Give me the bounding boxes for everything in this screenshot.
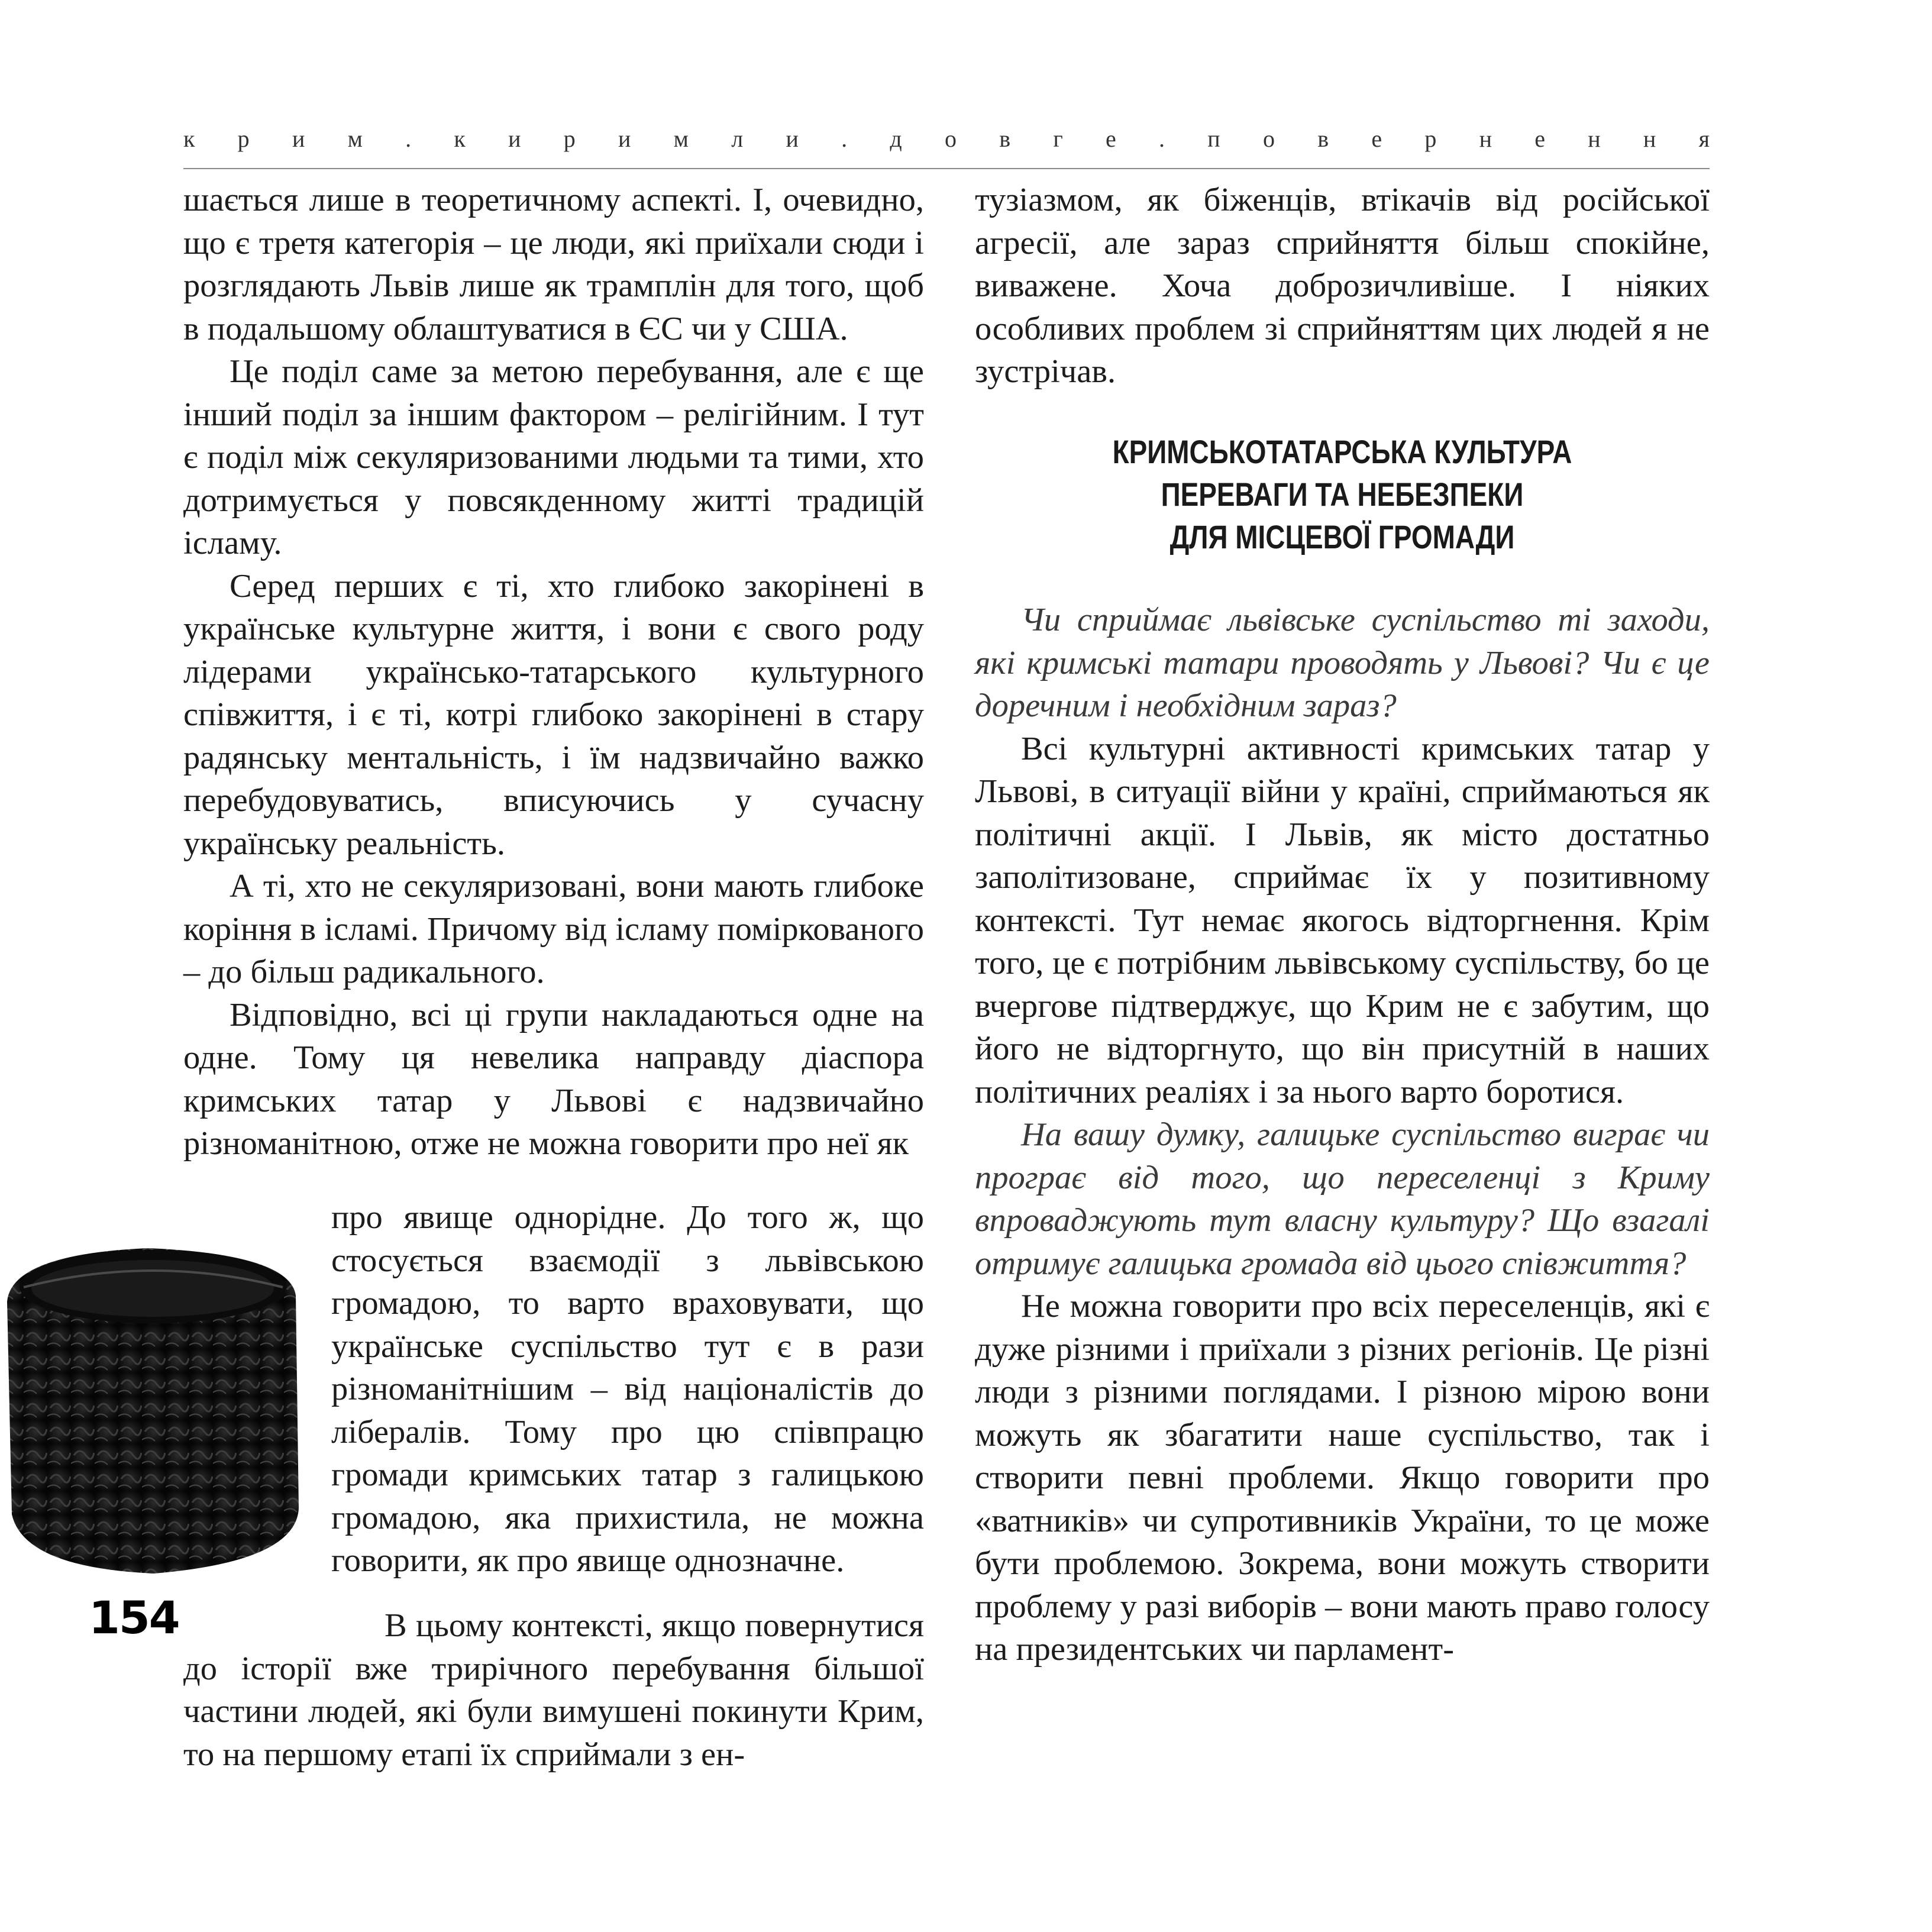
heading-line: ДЛЯ МІСЦЕВОЇ ГРОМАДИ bbox=[1169, 518, 1515, 555]
paragraph: Це поділ саме за метою перебування, але є ще інший поділ за іншим фактором – релігійним. І тут є поділ між секуляризованими людьми та тими, хто дотримується у повсякденному житті традицій ісламу. bbox=[183, 353, 924, 561]
interview-question: Чи сприймає львівське суспільство ті заходи, які кримські татари проводять у Львові? Чи є це доречним і необхідним зараз? bbox=[975, 602, 1710, 724]
interview-answer: Всі культурні активності кримських татар у Львові, в ситуації війни у країні, сприймаються як політичні акції. І Львів, як місто достатньо заполітизоване, сприймає їх у позитивному контексті. Тут немає якогось відторгнення. Крім того, це є потрібним львівському суспільству, бо це вчергове підтверджує, що Крим не є забутим, що його не відторгнуто, що він присутній в наших політичних реаліях і за нього варто боротися. bbox=[975, 730, 1710, 1110]
left-column-bottom bbox=[183, 1604, 924, 1776]
paragraph: шається лише в теоретичному аспекті. І, очевидно, що є третя категорія – це люди, які приїхали сюди і розглядають Львів лише як трамплін для того, щоб в подальшому облаштуватися в ЄС чи у США. bbox=[183, 182, 924, 347]
heading-line: ПЕРЕВАГИ ТА НЕБЕЗПЕКИ bbox=[1161, 476, 1524, 513]
wrapped-text-block bbox=[331, 1196, 924, 1582]
page-number: 154 bbox=[89, 1591, 179, 1644]
heading-line: КРИМСЬКОТАТАРСЬКА КУЛЬТУРА bbox=[1112, 433, 1572, 470]
fur-hat-illustration bbox=[0, 1230, 308, 1585]
interview-answer: Не можна говорити про всіх переселенців, які є дуже різними і приїхали з різних регіонів. Це різні люди з різними поглядами. І різною мірою вони можуть як збагатити наше суспільство, так і створити певні проблеми. Якщо говорити про «ватників» чи супротивників України, то це може бути проблемою. Зокрема, вони можуть створити проблему у разі виборів – вони мають право голосу на президентських чи парламент- bbox=[975, 1288, 1710, 1668]
paragraph: Відповідно, всі ці групи накладаються одне на одне. Тому ця невелика направду діаспора кримських татар у Львові є надзвичайно різноманітною, отже не можна говорити про неї як bbox=[183, 996, 924, 1162]
running-head: к р и м . к и р и м л и . д о в г е . п о в е р н е н н я bbox=[183, 125, 1710, 152]
section-heading bbox=[1041, 431, 1643, 558]
header-rule bbox=[183, 168, 1710, 169]
paragraph: А ті, хто не секуляризовані, вони мають глибоке коріння в ісламі. Причому від ісламу поміркованого – до більш радикального. bbox=[183, 868, 924, 990]
paragraph: тузіазмом, як біженців, втікачів від російської агресії, але зараз сприйняття більш спокійне, виважене. Хоча доброзичливіше. І ніяких особливих проблем зі сприйняттям цих людей я не зустрічав. bbox=[975, 182, 1710, 390]
paragraph: Серед перших є ті, хто глибоко закорінені в українське культурне життя, і вони є свого роду лідерами українсько-татарського культурного співжиття, і є ті, котрі глибоко закорінені в стару радянську ментальність, і їм надзвичайно важко перебудовуватись, вписуючись у сучасну українську реальність. bbox=[183, 567, 924, 862]
paragraph: В цьому контексті, якщо повернутися до історії вже трирічного перебування більшої частини людей, які були вимушені покинути Крим, то на першому етапі їх сприймали з ен- bbox=[183, 1607, 924, 1773]
interview-question: На вашу думку, галицьке суспільство виграє чи програє від того, що переселенці з Криму впроваджують тут власну культуру? Що взагалі отримує галицька громада від цього співжиття? bbox=[975, 1116, 1710, 1282]
right-column bbox=[975, 179, 1710, 393]
paragraph: про явище однорідне. До того ж, що стосується взаємодії з львівською громадою, то варто враховувати, що українське суспільство тут є в рази різноманітнішим – від націоналістів до лібералів. Тому про цю співпрацю громади кримських татар з галицькою громадою, яка прихистила, не можна говорити, як про явище однозначне. bbox=[331, 1199, 924, 1579]
interview-section bbox=[975, 599, 1710, 1671]
left-column bbox=[183, 179, 924, 1165]
